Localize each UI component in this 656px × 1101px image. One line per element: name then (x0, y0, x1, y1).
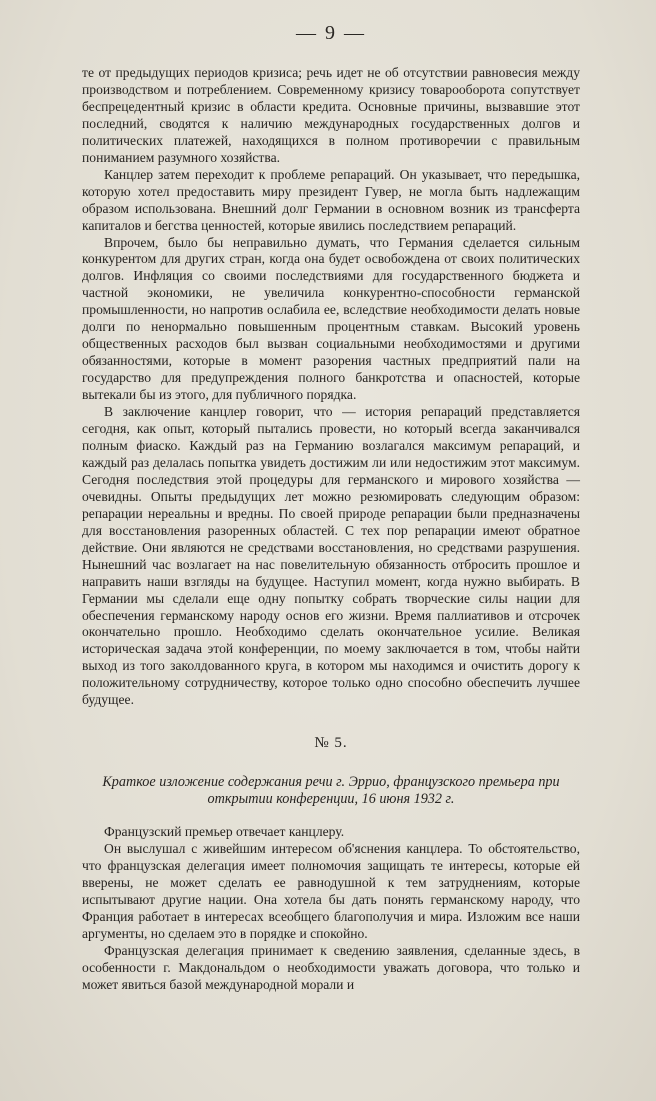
section-herriot-speech (82, 824, 580, 994)
paragraph-6: Он выслушал с живейшим интересом об'яснения канцлера. То обстоятельство, что французская делегация имеет полномочия защищать те интересы, которые ей вверены, не может сделать ее равнодушной к тем затруднениям, которые испытывают другие нации. Она хотела бы дать понять германскому народу, что Франция работает в интересах всеобщего благополучия и мира. Изложим все наши аргументы, но сделаем это в порядке и спокойно. (82, 841, 580, 941)
document-number: № 5. (314, 735, 348, 752)
paragraph-1: те от предыдущих периодов кризиса; речь идет не об отсутствии равновесия между производством и потреблением. Современному кризису товарооборота сопутствует беспрецедентный кризис в области кредита. Основные причины, вызвавшие этот последний, сводятся к наличию международных государственных долгов и политических платежей, находящихся в полном противоречии с правильным пониманием разумного хозяйства. (82, 65, 580, 165)
paragraph-5: Французский премьер отвечает канцлеру. (104, 824, 345, 840)
paragraph-7: Французская делегация принимает к сведению заявления, сделанные здесь, в особенности г. Макдональдом о необходимости уважать договора, что только и может явиться базой международной морали и (82, 942, 580, 992)
paragraph-2: Канцлер затем переходит к проблеме репараций. Он указывает, что передышка, которую хотел предоставить миру президент Гувер, не могла быть надлежащим образом использована. Внешний долг Германии в основном возник из трансферта капиталов и бегства ценностей, которые явились последствием репараций. (82, 166, 580, 233)
page-number: — 9 — (296, 22, 366, 44)
paragraph-4: В заключение канцлер говорит, что — история репараций представляется сегодня, как опыт, который пытались провести, но который всегда заканчивался полным фиаско. Каждый раз на Германию возлагался максимум репараций, и каждый раз делалась попытка увидеть достижим ли или недостижим этот максимум. Сегодня последствия этой процедуры для германского и мирового хозяйства — очевидны. Опыты предыдущих лет можно резюмировать следующим образом: репарации нереальны и вредны. По своей природе репарации были предназначены для восстановления разоренных областей. С тех пор репарации имеют обратное действие. Они являются не средствами восстановления, но средствами разрушения. Нынешний час возлагает на нас повелительную обязанность отбросить прошлое и направить наши взгляды на будущее. Наступил момент, когда нужно выбирать. В Германии мы сделали еще одну попытку собрать творческие силы нации для обеспечения германскому народу основ его жизни. Время паллиативов и отсрочек окончательно прошло. Необходимо сделать окончательное усилие. Великая историческая задача этой конференции, по моему заключается в том, чтобы найти выход из того заколдованного круга, в котором мы находимся и очистить дорогу к положительному сотрудничеству, которое только одно способно обеспечить лучшее будущее. (82, 404, 580, 708)
document-title: Краткое изложение содержания речи г. Эррио, французского премьера при открытии конференции, 16 июня 1932 г. (102, 774, 560, 808)
section-chancellor-speech (82, 65, 580, 709)
paragraph-3: Впрочем, было бы неправильно думать, что Германия сделается сильным конкурентом для других стран, когда она будет освобождена от своих политических долгов. Инфляция со своими последствиями для государственного бюджета и частной экономики, не увеличила конкурентно-способности германской промышленности, но напротив ослабила ее, вследствие необходимости делать новые долги по ненормально повышенным процентным ставкам. Высокий уровень общественных расходов был вызван социальными необходимостями и другими обязанностями, которые в момент разорения частных предприятий пали на государство для предупреждения полного банкротства и опасностей, которые вытекали бы из этого, для публичного порядка. (82, 234, 580, 403)
